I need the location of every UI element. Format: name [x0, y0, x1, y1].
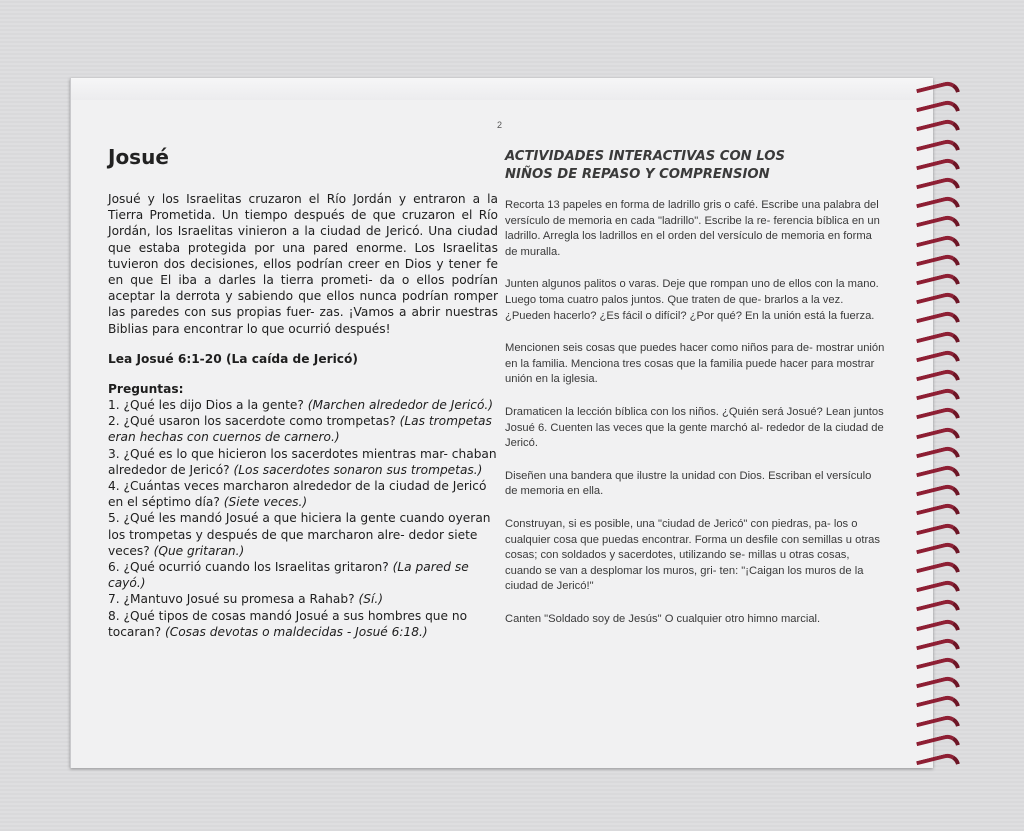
question-item: [108, 446, 498, 478]
activities-title: [505, 148, 885, 184]
question-item: [108, 413, 498, 445]
question-item: [108, 591, 498, 607]
spiral-ring: [916, 636, 960, 659]
reading-reference: Lea Josué 6:1-20 (La caída de Jericó): [108, 351, 358, 366]
spiral-ring: [916, 329, 960, 352]
question-item: [108, 397, 498, 413]
question-text: 3. ¿Qué es lo que hicieron los sacerdotes mientras mar- chaban alrededor de Jericó?: [108, 446, 497, 477]
spiral-ring: [916, 310, 960, 333]
question-answer: (Siete veces.): [223, 495, 308, 510]
activity-item: Dramaticen la lección bíblica con los niños. ¿Quién será Josué? Lean juntos Josué 6. Cuenten las veces que la gente marchó al- rededor de la ciudad de Jericó.: [505, 405, 884, 450]
question-text: 5. ¿Qué les mandó Josué a que hiciera la gente cuando oyeran los trompetas y después de que marcharon alre- dedor siete veces?: [108, 511, 491, 558]
lesson-title: Josué: [108, 145, 169, 169]
spiral-ring: [916, 175, 960, 198]
question-text: 8. ¿Qué tipos de cosas mandó Josué a sus hombres que no tocaran?: [108, 608, 468, 639]
question-answer: (Cosas devotas o maldecidas - Josué 6:18.): [164, 624, 428, 639]
spiral-ring: [916, 540, 960, 563]
question-answer: (Sí.): [358, 592, 383, 607]
question-answer: (Los sacerdotes sonaron sus trompetas.): [233, 462, 483, 477]
question-item: [108, 510, 498, 559]
spiral-ring: [916, 79, 960, 102]
spiral-ring: [916, 367, 960, 390]
lesson-column: [108, 145, 498, 640]
spiral-ring: [916, 655, 960, 678]
spiral-ring: [916, 214, 960, 237]
questions-list: [108, 397, 498, 640]
spiral-ring: [916, 386, 960, 409]
lesson-intro: Josué y los Israelitas cruzaron el Río Jordán y entraron a la Tierra Prometida. Un tiempo después de que cruzaron el Río Jordán, los Israelitas vinieron a la ciudad de Jericó. Una ciudad que estaba protegida por una pared enorme. Los Israelitas tuvieron dos decisiones, ellos podrían creer en Dios y tener fe en que El iba a darles la tierra prometi- da o ellos podrían aceptar la derrota y sabiendo que ellos nunca podrían romper las paredes con sus propias fuer- zas. ¡Vamos a abrir nuestras Biblias para encontrar lo que ocurrió después!: [108, 192, 498, 336]
activity-item: Junten algunos palitos o varas. Deje que rompan uno de ellos con la mano. Luego toma cuatro palos juntos. Que traten de que- brarlos a la vez. ¿Pueden hacerlo? ¿Es fácil o difícil? ¿Por qué? En la unión está la fuerza.: [505, 278, 879, 322]
spiral-ring: [916, 194, 960, 217]
spiral-ring: [916, 521, 960, 544]
spiral-ring: [916, 233, 960, 256]
page-number: 2: [497, 120, 503, 130]
spiral-ring: [916, 751, 960, 774]
activity-item: Mencionen seis cosas que puedes hacer como niños para de- mostrar unión en la familia. Menciona tres cosas que la familia puede hacer para mostrar unión en la iglesia.: [505, 342, 885, 386]
question-text: 7. ¿Mantuvo Josué su promesa a Rahab?: [108, 592, 355, 607]
spiral-ring: [916, 713, 960, 736]
spiral-ring: [916, 617, 960, 640]
question-text: 4. ¿Cuántas veces marcharon alrededor de la ciudad de Jericó en el séptimo día?: [108, 479, 487, 510]
spiral-ring: [916, 156, 960, 179]
question-text: 6. ¿Qué ocurrió cuando los Israelitas gritaron?: [108, 560, 389, 575]
question-item: [108, 559, 498, 591]
spiral-ring: [916, 290, 960, 313]
questions-heading: Preguntas:: [108, 381, 184, 396]
spiral-ring: [916, 502, 960, 525]
spiral-ring: [916, 98, 960, 121]
page-top-edge: [71, 78, 933, 100]
spiral-binding: [913, 80, 963, 770]
spiral-ring: [916, 425, 960, 448]
activity-item: Canten "Soldado soy de Jesús" O cualquier otro himno marcial.: [505, 612, 821, 625]
question-item: [108, 608, 498, 640]
spiral-ring: [916, 348, 960, 371]
activities-title-line2: NIÑOS DE REPASO Y COMPRENSION: [505, 167, 770, 182]
booklet-page: [70, 78, 933, 768]
spiral-ring: [916, 482, 960, 505]
spiral-ring: [916, 271, 960, 294]
question-text: 2. ¿Qué usaron los sacerdote como trompetas?: [108, 414, 396, 429]
spiral-ring: [916, 674, 960, 697]
spiral-ring: [916, 578, 960, 601]
spiral-ring: [916, 137, 960, 160]
question-answer: (Marchen alrededor de Jericó.): [307, 398, 494, 413]
spiral-ring: [916, 598, 960, 621]
spiral-ring: [916, 694, 960, 717]
question-item: [108, 478, 498, 510]
question-answer: (La pared se cayó.): [108, 560, 469, 591]
spiral-ring: [916, 463, 960, 486]
activity-item: Recorta 13 papeles en forma de ladrillo gris o café. Escribe una palabra del versículo de memoria en cada "ladrillo". Escribe la re- ferencia bíblica en un ladrillo. Arregla los ladrillos en el orden del versículo de memoria en forma de muralla.: [505, 199, 880, 258]
question-answer: (Que gritaran.): [153, 543, 245, 558]
question-text: 1. ¿Qué les dijo Dios a la gente?: [108, 398, 304, 413]
spiral-ring: [916, 118, 960, 141]
activity-item: Construyan, si es posible, una "ciudad de Jericó" con piedras, pa- los o cualquier cosa que puedas encontrar. Forma un desfile con semillas u otras cosas; con soldados y sacerdotes, utilizando se- millas u otras cosas, cuando se van a desplomar los muros, gri- ten: "¡Caigan los muros de la ciudad de Jericó!": [505, 517, 880, 593]
spiral-ring: [916, 559, 960, 582]
question-answer: (Las trompetas eran hechas con cuernos de carnero.): [108, 414, 492, 445]
spiral-ring: [916, 444, 960, 467]
activity-item: Diseñen una bandera que ilustre la unidad con Dios. Escriban el versículo de memoria en ella.: [505, 469, 872, 498]
spiral-ring: [916, 732, 960, 755]
activities-title-line1: ACTIVIDADES INTERACTIVAS CON LOS: [505, 149, 785, 164]
spiral-ring: [916, 252, 960, 275]
spiral-ring: [916, 406, 960, 429]
activities-column: [505, 148, 885, 644]
